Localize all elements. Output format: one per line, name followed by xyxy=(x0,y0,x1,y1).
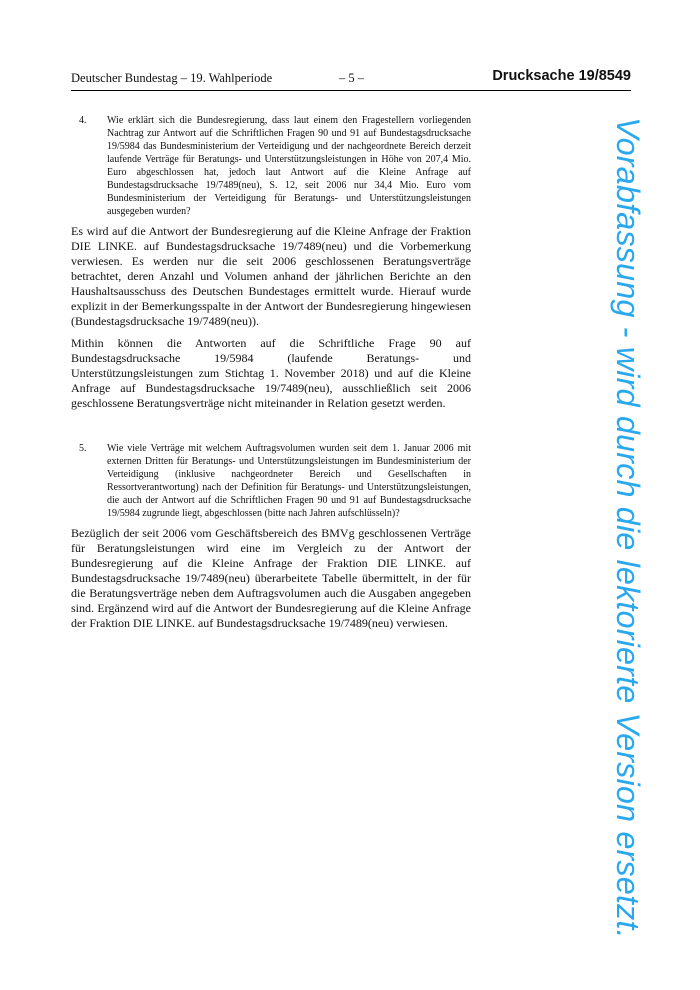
document-number xyxy=(492,68,631,84)
question-text: Wie viele Verträge mit welchem Auftragsvolumen wurden seit dem 1. Januar 2006 mit externen Dritten für Beratungs- und Unterstützungsleistungen im Bundesministerium der Verteidigung (inklusive nachgeordneter Bereich und Gesellschaften in Ressortverantwortung) nach der Definition für Beratungs- und Unterstützungsleistungen, die auch der Antwort auf die Schriftlichen Fragen 90 und 91 auf Bundestagsdrucksache 19/5984 zugrunde liegt, abgeschlossen (bitte nach Jahren aufschlüsseln)? xyxy=(107,443,471,519)
question-number: 5. xyxy=(79,443,87,454)
header-parliament: Deutscher Bundestag – 19. Wahlperiode xyxy=(71,71,273,85)
question-text: Wie erklärt sich die Bundesregierung, dass laut einem den Fragestellern vorliegenden Nachtrag zur Antwort auf die Schriftlichen Fragen 90 und 91 auf Bundestagsdrucksache 19/5984 das Bundesministerium der Verteidigung und der nachgeordnete Bereich derzeit laufende Verträge für Beratungs- und Unterstützungsleistungen in Höhe von 207,4 Mio. Euro abgeschlossen hat, jedoch laut Antwort auf die Kleine Anfrage auf Bundestagsdrucksache 19/7489(neu), S. 12, seit 2006 nur 34,4 Mio. Euro vom Bundesministerium der Verteidigung für Beratungs- und Unterstützungsleistungen ausgegeben wurden? xyxy=(107,115,471,217)
document-label: Drucksache 19/ xyxy=(492,68,599,84)
page-number: – 5 – xyxy=(339,71,364,85)
page-content xyxy=(71,110,471,631)
page-header xyxy=(71,68,631,91)
question-4 xyxy=(79,114,471,218)
answer-paragraph: Bezüglich der seit 2006 vom Geschäftsbereich des BMVg geschlossenen Verträge für Beratungsleistungen wird eine im Vergleich zu der Antwort der Bundesregierung auf die Kleine Anfrage der Fraktion DIE LINKE. auf Bundestagsdrucksache 19/7489(neu) überarbeitete Tabelle übermittelt, in der für die Beratungsverträge neben dem Auftragsvolumen auch die Ausgaben angegeben sind. Ergänzend wird auf die Antwort der Bundesregierung auf die Kleine Anfrage der Fraktion DIE LINKE. auf Bundestagsdrucksache 19/7489(neu) verwiesen. xyxy=(71,526,471,630)
question-5 xyxy=(79,442,471,520)
draft-watermark: Vorabfassung - wird durch die lektorierte Version ersetzt. xyxy=(610,117,646,939)
document-number-value: 8549 xyxy=(598,68,631,84)
answer-paragraph: Es wird auf die Antwort der Bundesregierung auf die Kleine Anfrage der Fraktion DIE LINKE. auf Bundestagsdrucksache 19/7489(neu) und die Vorbemerkung verwiesen. Es werden nur die seit 2006 geschlossenen Beratungsverträge betrachtet, deren Anzahl und Volumen anhand der jährlichen Berichte an den Haushaltsausschuss des Deutschen Bundestages ermittelt wurde. Hierauf wurde explizit in der Bemerkungsspalte in der Antwort der Bundesregierung hingewiesen (Bundestagsdrucksache 19/7489(neu)). xyxy=(71,224,471,328)
question-number: 4. xyxy=(79,115,87,126)
answer-paragraph: Mithin können die Antworten auf die Schriftliche Frage 90 auf Bundestagsdrucksache 19/5984 (laufende Beratungs- und Unterstützungsleistungen zum Stichtag 1. November 2018) und auf die Kleine Anfrage auf Bundestagsdrucksache 19/7489(neu), ausschließlich seit 2006 geschlossene Beratungsverträge nicht miteinander in Relation gesetzt werden. xyxy=(71,336,471,410)
